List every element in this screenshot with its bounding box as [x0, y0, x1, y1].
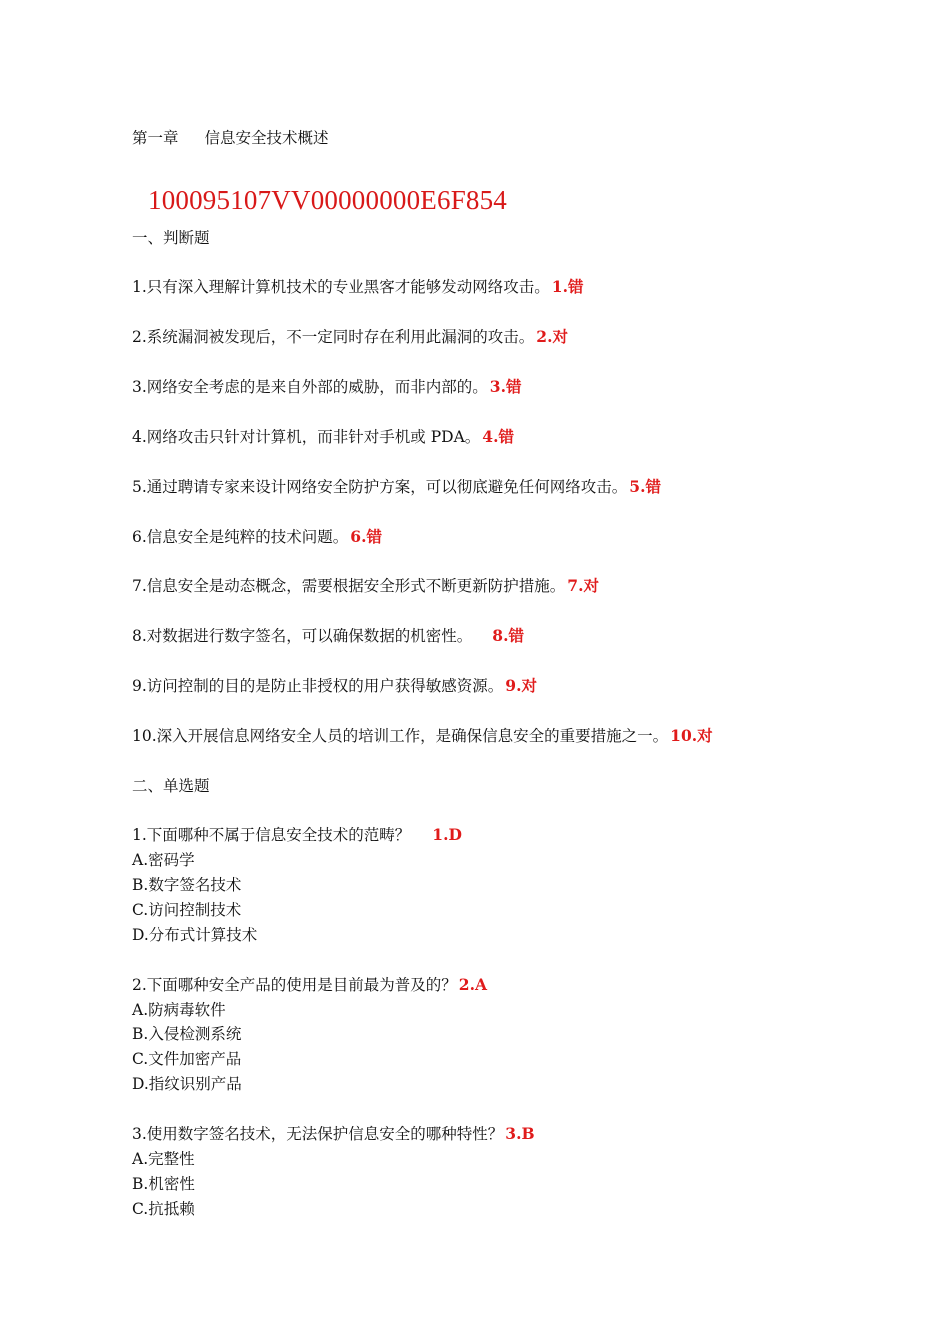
- answer-mark: 3.B: [505, 1124, 535, 1143]
- tf-item: 4.网络攻击只针对计算机，而非针对手机或 PDA。 4.错: [132, 427, 514, 446]
- option-b: B.机密性: [132, 1175, 195, 1193]
- option-d: D.分布式计算技术: [132, 926, 258, 944]
- option-b: B.入侵检测系统: [132, 1025, 242, 1043]
- tf-item: 6.信息安全是纯粹的技术问题。 6.错: [132, 527, 382, 546]
- option-a: A.完整性: [132, 1150, 195, 1168]
- question-stem: 1.下面哪种不属于信息安全技术的范畴？ 1.D: [132, 825, 462, 844]
- answer-mark: 3.错: [489, 377, 522, 396]
- option-a: A.密码学: [132, 851, 195, 869]
- answer-mark: 8.错: [492, 626, 524, 645]
- option-a: A.防病毒软件: [132, 1001, 226, 1019]
- answer-mark: 9.对: [505, 676, 537, 695]
- tf-item: 5.通过聘请专家来设计网络安全防护方案，可以彻底避免任何网络攻击。 5.错: [132, 477, 661, 496]
- option-b: B.数字签名技术: [132, 876, 242, 894]
- tf-item: 3.网络安全考虑的是来自外部的威胁，而非内部的。 3.错: [132, 377, 522, 396]
- option-d: D.指纹识别产品: [132, 1075, 242, 1093]
- option-c: C.访问控制技术: [132, 901, 242, 919]
- chapter-label: 第一章: [132, 129, 179, 147]
- section-heading-true-false: 一、判断题: [132, 229, 210, 247]
- document-code: 100095107VV00000000E6F854: [148, 185, 508, 215]
- answer-mark: 2.A: [458, 975, 488, 994]
- answer-mark: 1.D: [432, 825, 462, 844]
- answer-mark: 2.对: [536, 327, 568, 346]
- answer-mark: 5.错: [629, 477, 661, 496]
- answer-mark: 6.错: [350, 527, 382, 546]
- answer-mark: 7.对: [567, 576, 599, 595]
- question-stem: 3.使用数字签名技术，无法保护信息安全的哪种特性？ 3.B: [132, 1124, 535, 1143]
- option-c: C.抗抵赖: [132, 1200, 195, 1218]
- option-c: C.文件加密产品: [132, 1050, 242, 1068]
- tf-item: 7.信息安全是动态概念，需要根据安全形式不断更新防护措施。 7.对: [132, 576, 599, 595]
- answer-mark: 4.错: [482, 427, 514, 446]
- tf-item: 9.访问控制的目的是防止非授权的用户获得敏感资源。 9.对: [132, 676, 537, 695]
- chapter-title: 信息安全技术概述: [204, 129, 329, 147]
- chapter-heading: [132, 128, 329, 148]
- answer-mark: 10.对: [670, 726, 713, 745]
- tf-item: 8.对数据进行数字签名，可以确保数据的机密性。 8.错: [132, 626, 524, 645]
- answer-mark: 1.错: [551, 277, 584, 296]
- tf-item: 2.系统漏洞被发现后，不一定同时存在利用此漏洞的攻击。 2.对: [132, 327, 568, 346]
- tf-item: 1.只有深入理解计算机技术的专业黑客才能够发动网络攻击。 1.错: [132, 277, 584, 296]
- section-heading-single-choice: 二、单选题: [132, 777, 210, 795]
- question-stem: 2.下面哪种安全产品的使用是目前最为普及的？ 2.A: [132, 975, 488, 994]
- tf-item: 10.深入开展信息网络安全人员的培训工作，是确保信息安全的重要措施之一。 10.对: [132, 726, 713, 745]
